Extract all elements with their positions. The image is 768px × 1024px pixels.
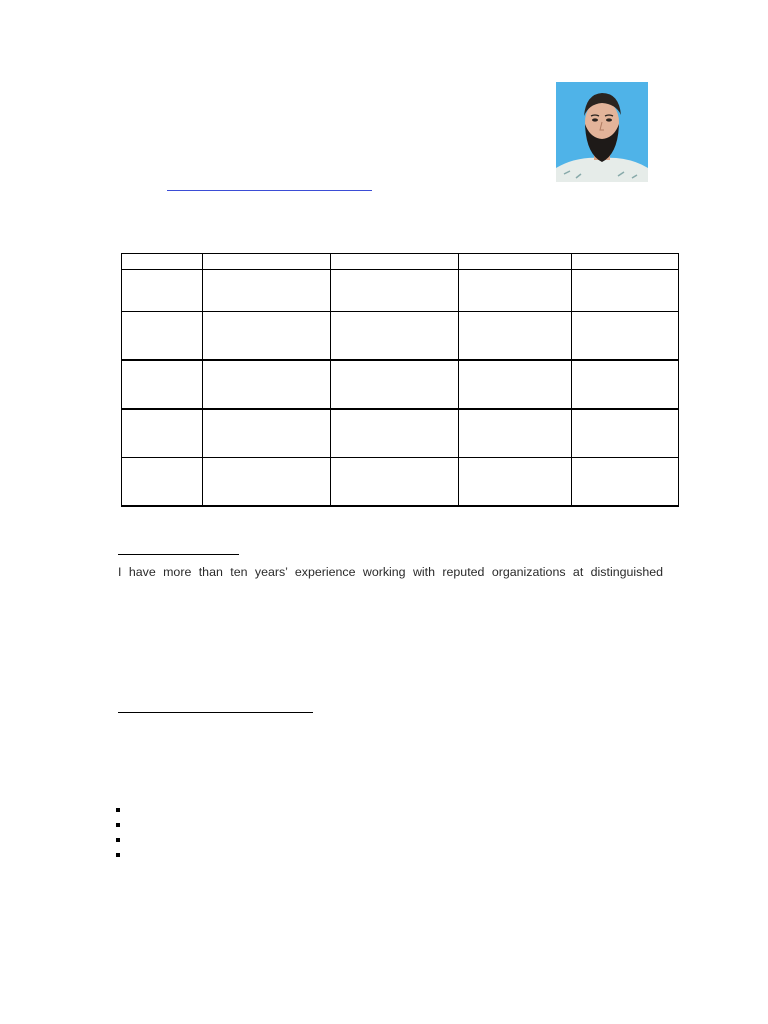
- email-link[interactable]: [167, 190, 372, 191]
- table-cell: [331, 360, 459, 409]
- table-cell: [122, 409, 203, 458]
- table-cell: [459, 409, 572, 458]
- table-row: [122, 312, 679, 361]
- table-cell: [203, 458, 331, 507]
- table-cell: [331, 254, 459, 270]
- table-cell: [122, 254, 203, 270]
- table-cell: [572, 458, 679, 507]
- table-row: [122, 409, 679, 458]
- table-cell: [331, 458, 459, 507]
- table-cell: [331, 409, 459, 458]
- table-cell: [203, 312, 331, 361]
- table-cell: [331, 312, 459, 361]
- table-cell: [331, 270, 459, 312]
- table-cell: [572, 409, 679, 458]
- table-cell: [572, 312, 679, 361]
- table-cell: [459, 360, 572, 409]
- table-row: [122, 270, 679, 312]
- table-cell: [572, 270, 679, 312]
- table-cell: [572, 254, 679, 270]
- table-cell: [459, 270, 572, 312]
- table-cell: [459, 312, 572, 361]
- table-cell: [203, 254, 331, 270]
- table-row: [122, 458, 679, 507]
- profile-photo: [556, 82, 648, 182]
- table-cell: [122, 312, 203, 361]
- table-cell: [203, 409, 331, 458]
- section-heading-underline: [118, 712, 313, 713]
- table-cell: [459, 458, 572, 507]
- table-cell: [572, 360, 679, 409]
- table-cell: [122, 270, 203, 312]
- summary-text: I have more than ten years’ experience working with reputed organizations at distinguished: [118, 565, 663, 579]
- section-heading-underline: [118, 554, 239, 555]
- table-cell: [122, 458, 203, 507]
- table-cell: [203, 270, 331, 312]
- table-cell: [203, 360, 331, 409]
- table-cell: [459, 254, 572, 270]
- qualification-table: [121, 253, 679, 507]
- table-header-row: [122, 254, 679, 270]
- table-cell: [122, 360, 203, 409]
- table-row: [122, 360, 679, 409]
